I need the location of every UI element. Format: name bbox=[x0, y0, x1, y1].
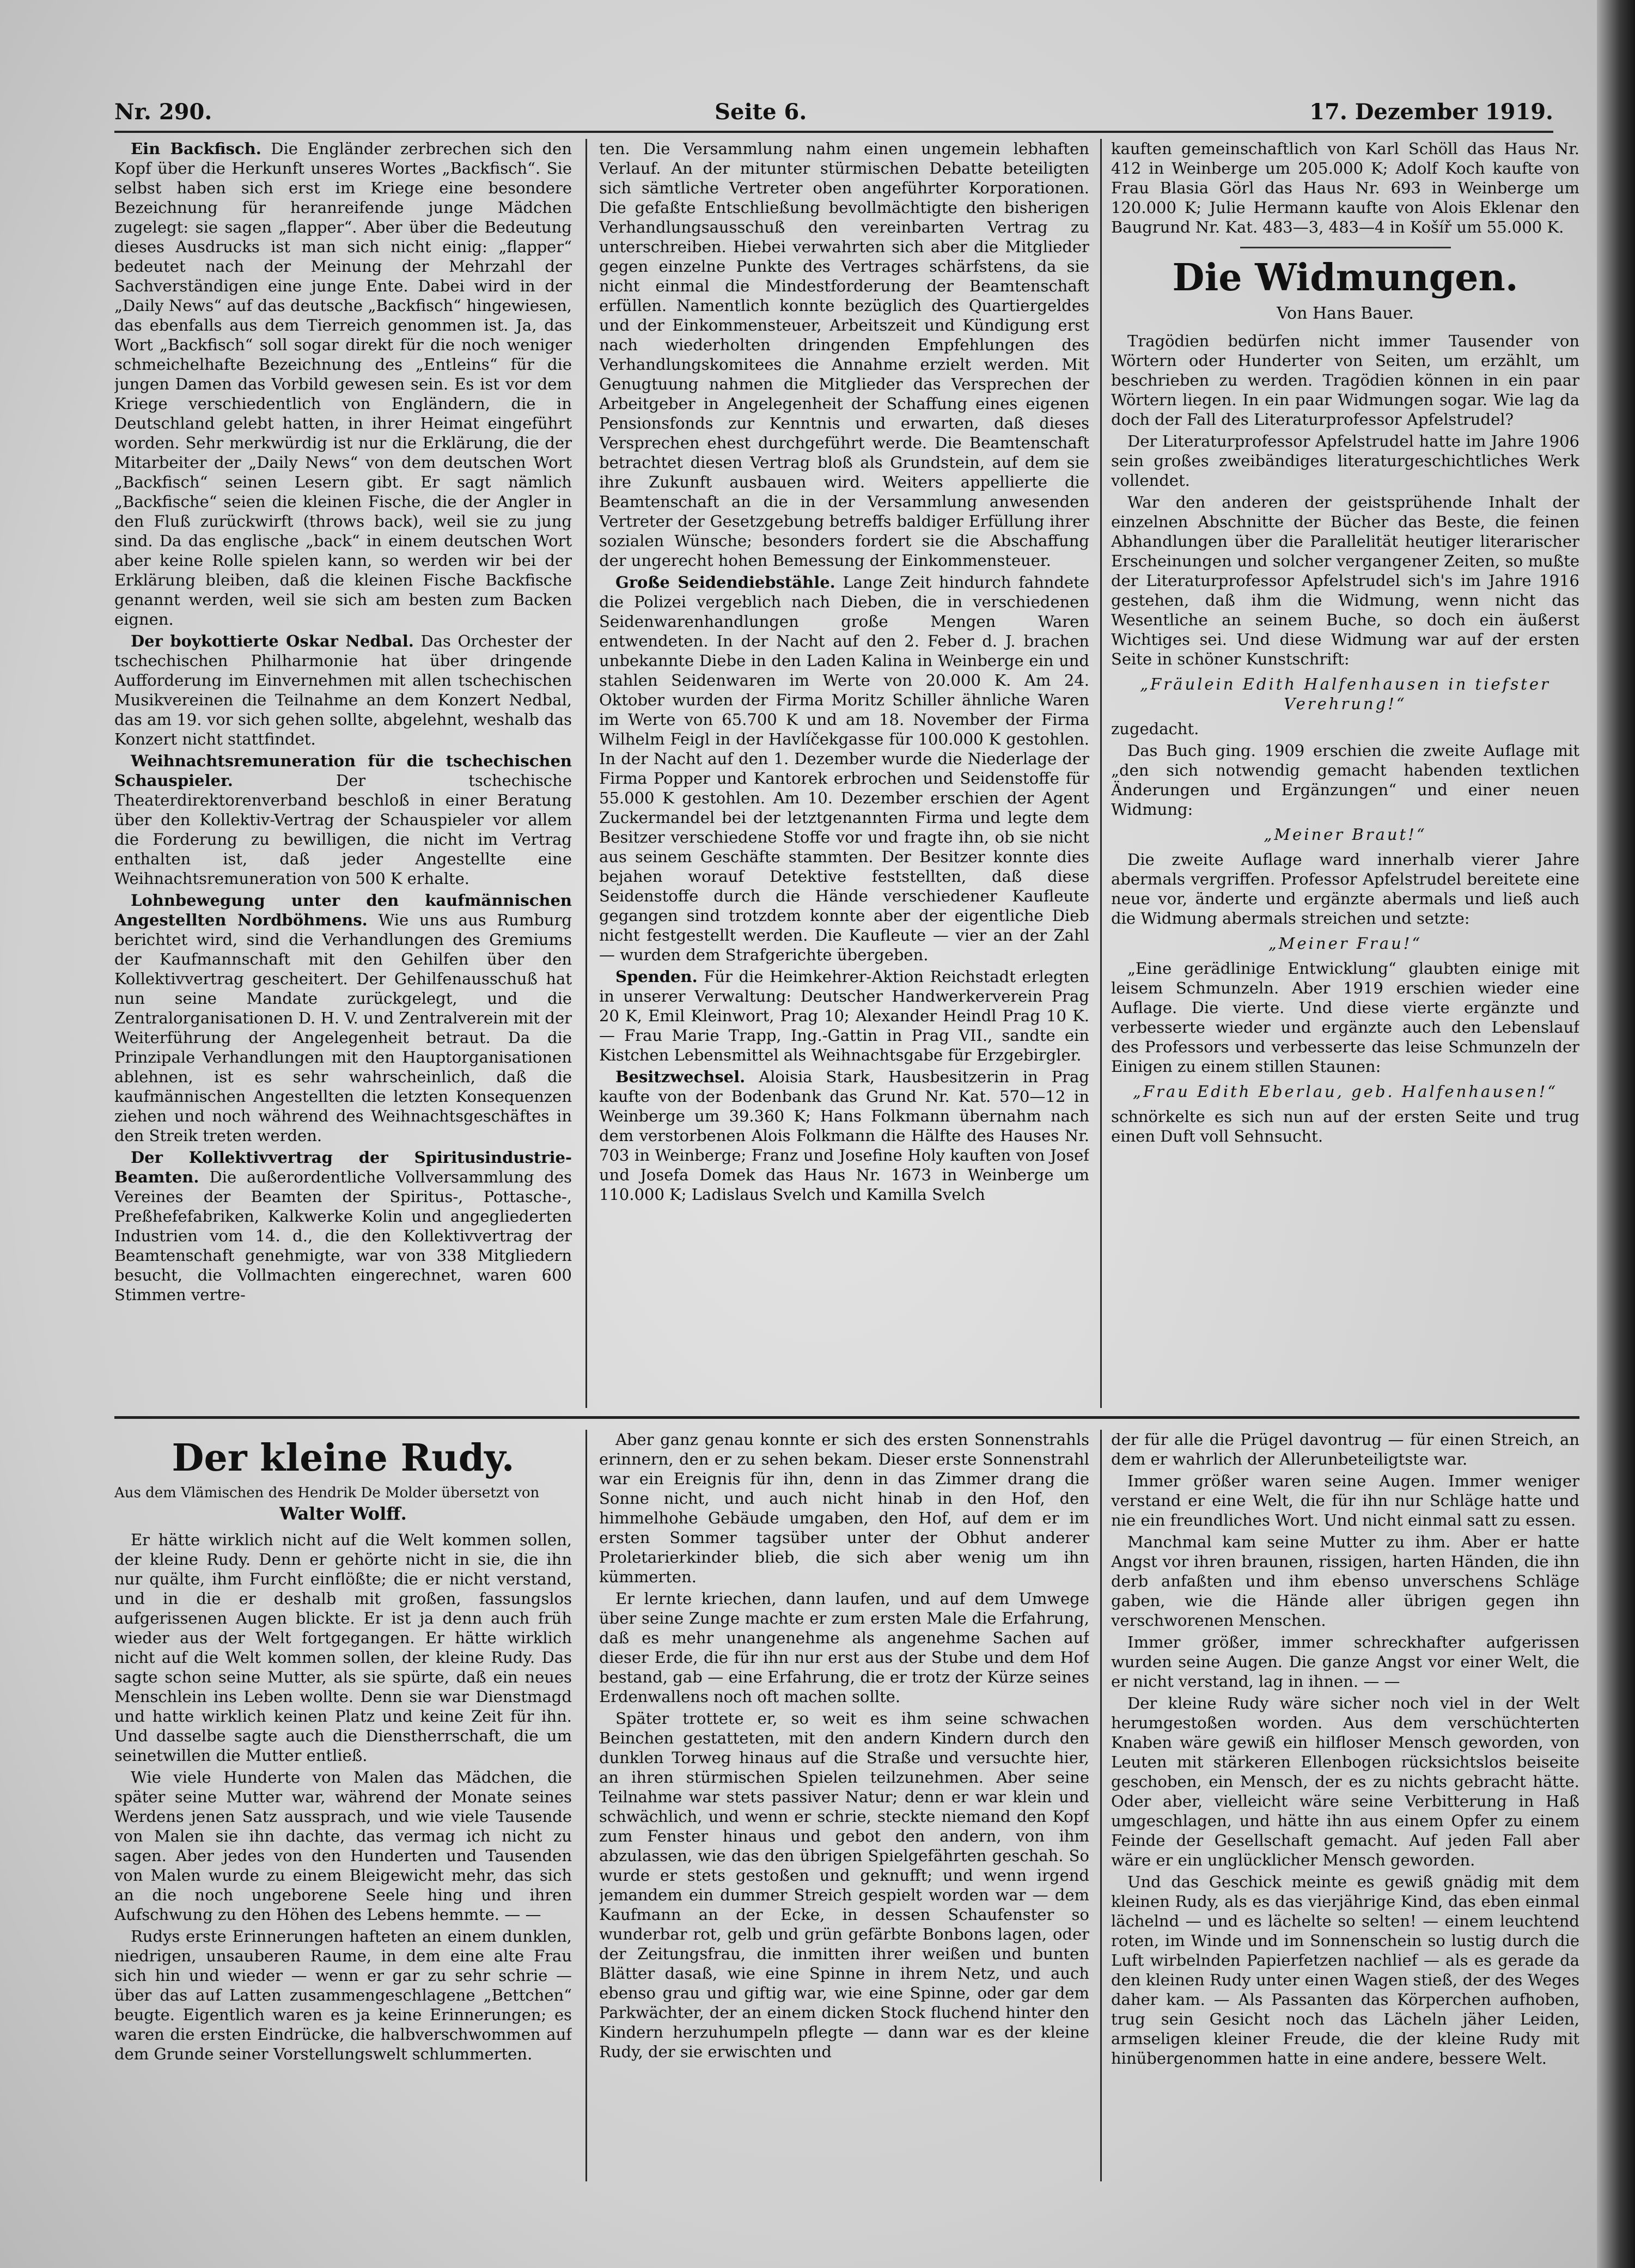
article-kollektivvertrag bbox=[114, 1148, 572, 1304]
article-text: Für die Heimkehrer-Aktion Reichstadt erlegten in unserer Verwaltung: Deutscher Handwerkerverein Prag 20 K, Emil Kleinwort, Prag 10; Alexander Heindl Prag 10 K. — Frau Marie Trapp, Ing.-Gattin in Prag VII., sandte ein Kistchen Lebensmittel als Weihnachtsgabe für Erzgebirgler. bbox=[599, 967, 1089, 1064]
column-divider bbox=[585, 1430, 587, 2181]
article-nedbal bbox=[114, 631, 572, 749]
news-column-3 bbox=[1111, 139, 1579, 1408]
story-translator: Walter Wolff. bbox=[279, 1503, 407, 1524]
page-number: Seite 6. bbox=[715, 99, 807, 125]
dedication-4: „Frau Edith Eberlau, geb. Halfenhausen!“ bbox=[1132, 1082, 1558, 1101]
paragraph: War den anderen der geistsprühende Inhalt der einzelnen Abschnitte der Bücher das Beste, die feinen Abhandlungen über die Parallelität heutiger literarischer Erscheinungen und solcher vergangener Zeiten, so mußte der Literaturprofessor Apfelstrudel sich's im Jahre 1916 gestehen, daß ihm die Widmung, wenn nicht das Wesentliche an seinem Buche, so doch ein äußerst Wichtiges sei. Und diese Widmung war auf der ersten Seite in schöner Kunstschrift: bbox=[1111, 493, 1579, 668]
paragraph: Der kleine Rudy wäre sicher noch viel in der Welt herumgestoßen worden. Aus dem verschüchterten Knaben wäre gewiß ein hilfloser Mensch geworden, von Leuten mit stärkeren Ellenbogen rücksichtslos beiseite geschoben, ein Mensch, der es zu nichts gebracht hätte. Oder aber, vielleicht wäre seine Verbitterung in Haß umgeschlagen, und hätte ihn aus einem Opfer zu einem Feinde der Gesellschaft gemacht. Auf jeden Fall aber wäre er ein unglücklicher Mensch geworden. bbox=[1111, 1694, 1579, 1869]
article-backfisch bbox=[114, 139, 572, 629]
paragraph: Immer größer, immer schreckhafter aufgerissen wurden seine Augen. Die ganze Angst vor einer Welt, die er nicht verstand, lag in ihnen. — — bbox=[1111, 1633, 1579, 1691]
paragraph: Wie viele Hunderte von Malen das Mädchen, die später seine Mutter war, während der Monate seines Werdens jenen Satz aussprach, und wie viele Tausende von Malen sie ihn dachte, das vermag ich nicht zu sagen. Aber jedes von den Hunderten und Tausenden von Malen wurde zu einem Bleigewicht mehr, das sich an die noch ungeborene Seele hing und ihren Aufschwung zu den Höhen des Lebens hemmte. — — bbox=[114, 1768, 572, 1924]
news-column-1 bbox=[114, 139, 572, 1408]
article-heading: Lohnbewegung unter den kaufmännischen Angestellten Nordböhmens. bbox=[114, 891, 572, 929]
section-separator bbox=[114, 1416, 1579, 1419]
issue-number: Nr. 290. bbox=[114, 99, 212, 125]
story-column-1 bbox=[114, 1430, 572, 2181]
paragraph: Der Literaturprofessor Apfelstrudel hatte im Jahre 1906 sein großes zweibändiges literaturgeschichtliches Werk vollendet. bbox=[1111, 432, 1579, 490]
article-heading: Weihnachtsremuneration für die tschechischen Schauspieler. bbox=[114, 752, 572, 790]
paragraph: „Eine gerädlinige Entwicklung“ glaubten einige mit leisem Schmunzeln. Aber 1919 erschien wieder eine Auflage. Die vierte. Und diese vierte ergänzte und verbesserte wieder und ergänzte auch den Lebenslauf des Professors und verbesserte das leise Schmunzeln der Einigen zu einem stillen Staunen: bbox=[1111, 959, 1579, 1076]
paragraph: Später trottete er, so weit es ihm seine schwachen Beinchen gestatteten, mit den andern Kindern durch den dunklen Torweg hinaus auf die Straße und versuchte hier, an ihren stürmischen Spielen teilzunehmen. Aber seine Teilnahme war stets passiver Natur; denn er war klein und schwächlich, und wenn er schrie, steckte niemand den Kopf zum Fenster hinaus und gebot den andern, von ihm abzulassen, wie das den übrigen Spielgefährten geschah. So wurde er stets gestoßen und geknufft; und wenn irgend jemandem ein dummer Streich gespielt worden war — dem Kaufmann an der Ecke, in dessen Schaufenster so wunderbar rot, gelb und grün gefärbte Bonbons lagen, oder der Zeitungsfrau, die inmitten ihrer weißen und bunten Blätter dasaß, wie eine Spinne in ihrem Netz, und auch ebenso grau und giftig war, wie eine Spinne, oder gar dem Parkwächter, der an einem dicken Stock fluchend hinter den Kindern herzuhumpeln pflegte — dann war es der kleine Rudy, der sie erwischten und bbox=[599, 1709, 1089, 2061]
feuilleton-title: Die Widmungen. bbox=[1172, 256, 1518, 300]
dedication-1: „Fräulein Edith Halfenhausen in tiefster Verehrung!“ bbox=[1140, 675, 1551, 713]
page-binding-edge bbox=[1597, 0, 1635, 2268]
paragraph: schnörkelte es sich nun auf der ersten Seite und trug einen Duft voll Sehnsucht. bbox=[1111, 1107, 1579, 1145]
column-divider bbox=[585, 139, 587, 1408]
story-title: Der kleine Rudy. bbox=[172, 1436, 515, 1480]
issue-date: 17. Dezember 1919. bbox=[1309, 99, 1553, 125]
article-continuation: kauften gemeinschaftlich von Karl Schöll das Haus Nr. 412 in Weinberge um 205.000 K; Adolf Koch kaufte von Frau Blasia Görl das Haus Nr. 693 in Weinberge um 120.000 K; Julie Hermann kaufte von Alois Eklenar den Baugrund Nr. Kat. 483—3, 483—4 in Košíř um 55.000 K. bbox=[1111, 139, 1579, 236]
article-lohnbewegung bbox=[114, 891, 572, 1145]
article-text: Lange Zeit hindurch fahndete die Polizei vergeblich nach Dieben, die in verschiedenen Seidenwarenhandlungen große Mengen Waren entwendeten. In der Nacht auf den 2. Feber d. J. brachen unbekannte Diebe in den Laden Kalina in Weinberge ein und stahlen Seidenwaren im Werte von 20.000 K. Am 24. Oktober wurden der Firma Moritz Schiller ähnliche Waren im Werte von 65.700 K und am 18. November der Firma Wilhelm Feigl in der Havlíčekgasse für 100.000 K gestohlen. In der Nacht auf den 1. Dezember wurde die Niederlage der Firma Popper und Kantorek erbrochen und Seidenstoffe für 55.000 K gestohlen. Am 10. Dezember erschien der Agent Zuckermandel bei der letztgenannten Firma und legte dem Besitzer verschiedene Stoffe vor und fragte ihn, ob sie nicht aus seinem Geschäfte stammten. Der Besitzer konnte dies bejahen worauf Detektive feststellten, daß diese Seidenstoffe durch die Hände verschiedener Kaufleute gegangen sind trotzdem konnte aber der eigentliche Dieb nicht festgestellt werden. Die Kaufleute — vier an der Zahl — wurden dem Strafgerichte übergeben. bbox=[599, 573, 1089, 964]
article-spenden bbox=[599, 967, 1089, 1065]
story-credit: Aus dem Vlämischen des Hendrik De Molder übersetzt von bbox=[114, 1485, 540, 1501]
article-heading: Große Seidendiebstähle. bbox=[615, 573, 835, 592]
article-seidendiebstaehle bbox=[599, 572, 1089, 965]
article-besitzwechsel bbox=[599, 1067, 1089, 1204]
article-heading: Ein Backfisch. bbox=[131, 139, 261, 158]
article-heading: Besitzwechsel. bbox=[615, 1068, 746, 1086]
article-text: Die Engländer zerbrechen sich den Kopf über die Herkunft unseres Wortes „Backfisch“. Sie selbst haben sich erst im Kriege eine besondere Bezeichnung für heranreifende junge Mädchen zugelegt: sie sagen „flapper“. Aber über die Bedeutung dieses Ausdrucks ist man sich nicht einig: „flapper“ bedeutet nach der Meinung der Mehrzahl der Sachverständigen eine junge Ente. Dabei wird in der „Daily News“ auf das deutsche „Backfisch“ hingewiesen, das ebenfalls aus dem Tierreich genommen ist. Ja, das Wort „Backfisch“ soll sogar direkt für die noch weniger schmeichelhafte Bezeichnung des „Entleins“ für die jungen Damen das Vorbild gewesen sein. Es ist vor dem Kriege verschiedentlich von Engländern, die in Deutschland gelebt hatten, in ihrer Heimat eingeführt worden. Sehr merkwürdig ist nur die Erklärung, die der Mitarbeiter der „Daily News“ von dem deutschen Wort „Backfisch“ seinen Lesern gibt. Er sagt nämlich „Backfische“ seien die kleinen Fische, die der Angler in den Fluß zurückwirft (throws back), weil sie zu jung sind. Da das englische „back“ in einem deutschen Wort aber keine Rolle spielen kann, so werden wir bei der Erklärung bleiben, daß die kleinen Fische Backfische genannt werden, weil sie sich am besten zum Backen eignen. bbox=[114, 139, 572, 629]
section-divider bbox=[1240, 247, 1451, 248]
article-text: Aloisia Stark, Hausbesitzerin in Prag kaufte von der Bodenbank das Grund Nr. Kat. 570—12 in Weinberge um 39.360 K; Hans Folkmann übernahm nach dem verstorbenen Alois Folkmann die Hälfte des Hauses Nr. 703 in Weinberge; Franz und Josefine Holy kauften von Josef und Josefa Domek das Haus Nr. 1673 in Weinberge um 110.000 K; Ladislaus Svelch und Kamilla Svelch bbox=[599, 1068, 1089, 1204]
article-text: Die außerordentliche Vollversammlung des Vereines der Beamten der Spiritus-, Pottasche-, Preßhefefabriken, Kalkwerke Kolin und angegliederten Industrien vom 14. d., die den Kollektivvertrag der Beamtenschaft genehmigte, war von 338 Mitgliedern besucht, die Vollmachten eingerechnet, waren 600 Stimmen vertre- bbox=[114, 1168, 572, 1304]
article-remuneration bbox=[114, 751, 572, 888]
column-divider bbox=[1100, 139, 1102, 1408]
article-text: Wie uns aus Rumburg berichtet wird, sind die Verhandlungen des Gremiums der Kaufmannschaft mit den Gehilfen über den Kollektivvertrag gescheitert. Der Gehilfenausschuß hat nun seine Mandate zurückgelegt, und die Zentralorganisationen D. H. V. und Zentralverein mit der Weiterführung der Angelegenheit betraut. Da die Prinzipale Verhandlungen mit den Hauptorganisationen ablehnen, ist es sehr wahrscheinlich, daß die kaufmännischen Angestellten die letzten Konsequenzen ziehen und noch während des Weihnachtsgeschäftes in den Streik treten werden. bbox=[114, 911, 572, 1145]
paragraph: der für alle die Prügel davontrug — für einen Streich, an dem er wahrlich der Allerunbeteiligtste war. bbox=[1111, 1430, 1579, 1468]
paragraph: Die zweite Auflage ward innerhalb vierer Jahre abermals vergriffen. Professor Apfelstrudel bereitete eine neue vor, änderte und ergänzte abermals und ließ auch die Widmung abermals streichen und setzte: bbox=[1111, 850, 1579, 928]
story-column-3 bbox=[1111, 1430, 1579, 2181]
article-heading: Der boykottierte Oskar Nedbal. bbox=[131, 632, 414, 650]
news-column-2 bbox=[599, 139, 1089, 1408]
article-text: Der tschechische Theaterdirektorenverband beschloß in einer Beratung über den Kollektiv-Vertrag der Schauspieler vor allem die Forderung zu bewilligen, die nicht im Vertrag enthalten ist, daß jeder Angestellte eine Weihnachtsremuneration von 500 K erhalte. bbox=[114, 771, 572, 888]
paragraph: Rudys erste Erinnerungen hafteten an einem dunklen, niedrigen, unsauberen Raume, in dem eine alte Frau sich hin und wieder — wenn er gar zu sehr schrie — über das auf Latten zusammengeschlagene „Bettchen“ beugte. Eigentlich waren es ja keine Erinnerungen; es waren die ersten Eindrücke, die halbverschwommen auf dem Grunde seiner Vorstellungswelt schlummerten. bbox=[114, 1927, 572, 2063]
paragraph: Aber ganz genau konnte er sich des ersten Sonnenstrahls erinnern, den er zu sehen bekam. Dieser erste Sonnenstrahl war ein Ereignis für ihn, denn in das Zimmer drang die Sonne nicht, und auch nicht hinab in den Hof, den himmelhohe Gebäude umgaben, den Hof, auf dem er im ersten Sommer tagsüber unter der Obhut anderer Proletarierkinder blieb, die sich aber wenig um ihn kümmerten. bbox=[599, 1430, 1089, 1586]
paragraph: Tragödien bedürfen nicht immer Tausender von Wörtern oder Hunderter von Seiten, um erzählt, um beschrieben zu werden. Tragödien können in ein paar Wörtern liegen. In ein paar Widmungen sogar. Wie lag da doch der Fall des Literaturprofessor Apfelstrudel? bbox=[1111, 332, 1579, 429]
story-column-2 bbox=[599, 1430, 1089, 2181]
article-heading: Spenden. bbox=[615, 967, 698, 986]
feuilleton-author: Von Hans Bauer. bbox=[1277, 304, 1414, 323]
paragraph: Das Buch ging. 1909 erschien die zweite Auflage mit „den sich notwendig gemacht habenden textlichen Änderungen und Ergänzungen“ und einer neuen Widmung: bbox=[1111, 741, 1579, 819]
dedication-2: „Meiner Braut!“ bbox=[1264, 825, 1427, 844]
page-header bbox=[114, 93, 1553, 133]
paragraph: Und das Geschick meinte es gewiß gnädig mit dem kleinen Rudy, als es das vierjährige Kind, das eben einmal lächelnd — und es lächelte so selten! — einem leuchtend roten, im Winde und im Sonnenschein so lustig durch die Luft wirbelnden Papierfetzen nachlief — als es gerade da den kleinen Rudy unter einen Wagen stieß, der des Weges daher kam. — Als Passanten das Körperchen aufhoben, trug sein Gesicht noch das Lächeln jäher Leiden, armseligen kleiner Freude, die der kleine Rudy mit hinübergenommen hatte in eine andere, bessere Welt. bbox=[1111, 1873, 1579, 2068]
column-divider bbox=[1100, 1430, 1102, 2181]
article-heading: Der Kollektivvertrag der Spiritusindustrie-Beamten. bbox=[114, 1148, 572, 1186]
dedication-3: „Meiner Frau!“ bbox=[1268, 934, 1423, 953]
article-text: Das Orchester der tschechischen Philharmonie hat über dringende Aufforderung im Einvernehmen mit allen tschechischen Musikvereinen die Teilnahme an dem Konzert Nedbal, das am 19. vor sich gehen sollte, abgelehnt, weshalb das Konzert nicht stattfindet. bbox=[114, 632, 572, 748]
article-continuation: ten. Die Versammlung nahm einen ungemein lebhaften Verlauf. An der mitunter stürmischen Debatte beteiligten sich sämtliche Vertreter oben angeführter Korporationen. Die gefaßte Entschließung bevollmächtigte den bisherigen Verhandlungsausschuß den vereinbarten Vertrag zu unterschreiben. Hiebei verwahrten sich aber die Mitglieder gegen einzelne Punkte des Vertrages schärfstens, da sie nicht einmal die Mindestforderung der Beamtenschaft erfüllen. Namentlich konnte bezüglich des Quartiergeldes und der Einkommensteuer, Arbeitszeit und Kündigung erst nach wiederholten dringenden Empfehlungen des Verhandlungskomitees die Annahme erzielt werden. Mit Genugtuung nahmen die Mitglieder das Versprechen der Arbeitgeber in Angelegenheit der Schaffung eines eigenen Pensionsfonds zur Kenntnis und erwarten, daß dieses Versprechen ehest durchgeführt werde. Die Beamtenschaft betrachtet diesen Vertrag bloß als Grundstein, auf dem sie ihre Zukunft ausbauen wird. Weiters appellierte die Beamtenschaft an die in der Versammlung anwesenden Vertreter der Gesetzgebung betreffs baldiger Erfüllung ihrer sozialen Wünsche; besonders fordert sie die Abschaffung der ungerecht hohen Bemessung der Einkommensteuer. bbox=[599, 139, 1089, 570]
paragraph: Er lernte kriechen, dann laufen, und auf dem Umwege über seine Zunge machte er zum ersten Male die Erfahrung, daß es mehr unangenehme als angenehme Sachen auf dieser Erde, die für ihn nur erst aus der Stube und dem Hof bestand, gab — eine Erfahrung, die er trotz der Kürze seines Erdenwallens noch oft machen sollte. bbox=[599, 1589, 1089, 1706]
paragraph: Manchmal kam seine Mutter zu ihm. Aber er hatte Angst vor ihren braunen, rissigen, harten Händen, die ihn derb anfaßten und ihm ebenso unverschens Schläge gaben, wie die Hände aller übrigen gegen ihn verschworenen Menschen. bbox=[1111, 1533, 1579, 1630]
paragraph: zugedacht. bbox=[1111, 720, 1199, 738]
paragraph: Immer größer waren seine Augen. Immer weniger verstand er eine Welt, die für ihn nur Schläge hatte und nie ein freundliches Wort. Und nicht einmal satt zu essen. bbox=[1111, 1472, 1579, 1529]
paragraph: Er hätte wirklich nicht auf die Welt kommen sollen, der kleine Rudy. Denn er gehörte nicht in sie, die ihn nur quälte, ihm Furcht einflößte; die er nicht verstand, und in die er deshalb mit großen, fassungslos aufgerissenen Augen blickte. Er ist ja denn auch früh wieder aus der Welt fortgegangen. Er hätte wirklich nicht auf die Welt kommen sollen, der kleine Rudy. Das sagte schon seine Mutter, als sie spürte, daß ein neues Menschlein ins Leben wollte. Denn sie war Dienstmagd und hatte wirklich keinen Platz und keine Zeit für ihn. Und dasselbe sagte auch die Dienstherrschaft, die um seinetwillen die Mutter entließ. bbox=[114, 1531, 572, 1765]
